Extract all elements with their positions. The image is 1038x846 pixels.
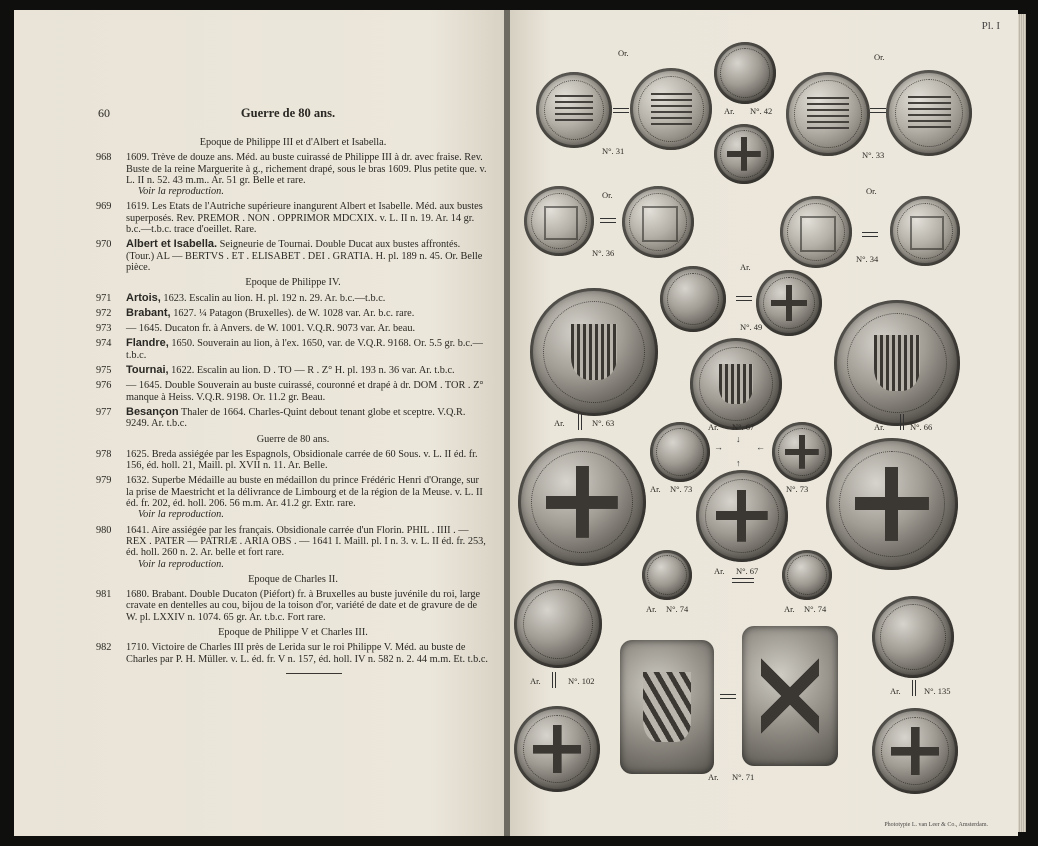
entry-number: 979 (96, 475, 112, 487)
entry-description: — 1645. Double Souverain au buste cuirassé, couronné et drapé à dr. DOM . TOR . Z° manque à Heiss. V.Q.R. 9198. Or. 11.2 gr. Beau. (126, 380, 484, 403)
label-number: N°. 63 (592, 418, 615, 428)
entry-description: 1710. Victoire de Charles III près de Lerida sur le roi Philippe V. Méd. au buste de Charles par P. H. Müller. v. L. éd. fr. V n. 157, éd. holl. IV n. 582 n. 2. 44 m.m. Et. t.b.c. (126, 642, 488, 665)
label-metal: Or. (602, 190, 613, 200)
arrow-left: ← (756, 442, 765, 452)
label-number: N°. 67 (732, 422, 755, 432)
section-heading: Epoque de Charles II. (248, 573, 338, 585)
pair-mark (912, 680, 916, 696)
equals-mark (720, 694, 736, 699)
label-metal: Ar. (530, 676, 541, 686)
coin-67-reverse (696, 470, 788, 562)
catalog-entry (98, 642, 488, 665)
coin-71-reverse (742, 626, 838, 766)
coin-63 (530, 288, 658, 416)
catalog-entry (98, 407, 488, 430)
pair-mark (900, 414, 904, 430)
entry-number: 970 (96, 239, 112, 251)
coin-73-left (650, 422, 710, 482)
coin-cross-bottom-left (514, 706, 600, 792)
label-number: N°. 49 (740, 322, 763, 332)
equals-mark (613, 108, 629, 113)
label-number: N°. 36 (592, 248, 615, 258)
label-metal: Ar. (650, 484, 661, 494)
arrow-up: ↑ (736, 458, 741, 468)
catalog-entry (98, 239, 488, 273)
entry-number: 981 (96, 589, 112, 601)
entry-note: Voir la reproduction. (138, 509, 224, 521)
section-heading: Epoque de Philippe IV. (245, 277, 341, 289)
entry-number: 982 (96, 642, 112, 654)
right-page-plate (510, 10, 1018, 836)
label-metal: Ar. (724, 106, 735, 116)
coin-36-obverse (524, 186, 594, 256)
label-number: N°. 42 (750, 106, 773, 116)
coin-73-right (772, 422, 832, 482)
entry-number: 973 (96, 323, 112, 335)
coin-large-cross-left (518, 438, 646, 566)
coin-74-left (642, 550, 692, 600)
label-metal: Ar. (554, 418, 565, 428)
entry-description: Seigneurie de Tournai. Double Ducat aux bustes affrontés. (Tour.) AL — BERTVS . ET . ELISABET . DEI . GRATIA. H. pl. 189 n. 45. Or. Belle pièce. (126, 239, 483, 273)
coin-31-reverse (630, 68, 712, 150)
entry-number: 980 (96, 524, 112, 536)
label-metal: Ar. (874, 422, 885, 432)
arrow-right: → (714, 442, 723, 452)
label-number: N°. 31 (602, 146, 625, 156)
label-metal: Ar. (708, 772, 719, 782)
equals-mark (870, 108, 886, 113)
entry-number: 971 (96, 292, 112, 304)
pair-mark (552, 672, 556, 688)
label-metal: Ar. (714, 566, 725, 576)
catalog-entry (98, 449, 488, 472)
coin-31-obverse (536, 72, 612, 148)
label-metal: Or. (866, 186, 877, 196)
entry-number: 978 (96, 448, 112, 460)
entry-number: 969 (96, 201, 112, 213)
catalog-text (98, 134, 488, 674)
label-number: N°. 34 (856, 254, 879, 264)
label-number: N°. 135 (924, 686, 951, 696)
entry-place: Besançon (126, 405, 179, 418)
catalog-entry (98, 201, 488, 235)
entry-number: 974 (96, 338, 112, 350)
running-title: Guerre de 80 ans. (240, 106, 336, 120)
coin-67-obverse (690, 338, 782, 430)
entry-description: 1632. Superbe Médaille au buste en médaillon du prince Frédéric Henri d'Orange, sur la prise de Maestricht et la délivrance de Limbourg et de la région de la Meuse. v. L. II éd. fr. 202, éd. holl. 206. 56 m.m. Ar. 41.2 gr. Extr. rare. (126, 475, 483, 510)
coin-42-obverse (714, 42, 776, 104)
coin-34-obverse (780, 196, 852, 268)
coin-36-reverse (622, 186, 694, 258)
entry-place: Flandre, (126, 337, 169, 350)
coin-42-reverse (714, 124, 774, 184)
end-rule (286, 673, 342, 674)
entry-description: 1622. Escalin au lion. D . TO — R . Z° H. pl. 193 n. 36 var. Ar. t.b.c. (168, 365, 455, 377)
coin-74-right (782, 550, 832, 600)
entry-description: 1619. Les Etats de l'Autriche supérieure inangurent Albert et Isabelle. Méd. aux bustes superposés. Rev. PREMOR . NON . OPPRIMOR MDCXIX. v. L. II n. 19. Ar. 14 gr. b.c.—t.b.c. trace d'oeillet. Rare. (126, 201, 483, 236)
section-heading: Epoque de Philippe V et Charles III. (218, 626, 368, 638)
label-number: N°. 73 (786, 484, 809, 494)
page-edges (1018, 14, 1026, 832)
label-metal: Or. (874, 52, 885, 62)
catalog-entry (98, 323, 488, 334)
entry-description: 1623. Escalin au lion. H. pl. 192 n. 29. Ar. b.c.—t.b.c. (160, 292, 386, 304)
entry-number: 977 (96, 406, 112, 418)
catalog-entry (98, 152, 488, 197)
entry-description: — 1645. Ducaton fr. à Anvers. de W. 1001. V.Q.R. 9073 var. Ar. beau. (126, 323, 416, 335)
section-heading: Guerre de 80 ans. (256, 433, 330, 445)
label-metal: Ar. (740, 262, 751, 272)
catalog-entry (98, 308, 488, 319)
section-heading: Epoque de Philippe III et d'Albert et Isabella. (199, 137, 387, 148)
equals-mark (732, 578, 754, 583)
entry-description: 1680. Brabant. Double Ducaton (Piéfort) fr. à Bruxelles au buste juvénile du roi, large cravate en dentelles au cou, bijou de la toison d'or, variété de date et de gravure de de W. pl. LXXIV n. 1074. 65 gr. Ar. t.b.c. Fort rare. (126, 589, 481, 623)
entry-place: Artois, (126, 291, 161, 304)
label-metal: Ar. (784, 604, 795, 614)
coin-66 (834, 300, 960, 426)
pair-mark (578, 414, 582, 430)
label-number: N°. 74 (804, 604, 827, 614)
entry-number: 976 (96, 380, 112, 392)
equals-mark (862, 232, 878, 237)
coin-49-obverse (660, 266, 726, 332)
label-number: N°. 71 (732, 772, 755, 782)
entry-description: Thaler de 1664. Charles-Quint debout tenant globe et sceptre. V.Q.R. 9249. Ar. t.b.c. (126, 406, 466, 430)
entry-description: 1609. Trève de douze ans. Méd. au buste cuirassé de Philippe III à dr. avec fraise. Rev. Buste de la reine Marguerite à g., richement drapé, sous le bras 1609. Plus petite que. v. L. II n. 52. 43 m.m.. Ar. 51 gr. Belle et rare. (126, 152, 487, 186)
equals-mark (736, 296, 752, 301)
label-number: N°. 74 (666, 604, 689, 614)
entry-number: 968 (96, 152, 112, 164)
entry-place: Brabant, (126, 306, 171, 319)
label-number: N°. 102 (568, 676, 595, 686)
catalog-entry (98, 380, 488, 403)
page-number: 60 (98, 106, 110, 120)
coin-71-obverse (620, 640, 714, 774)
coin-large-cross-right (826, 438, 958, 570)
entry-number: 975 (96, 365, 112, 377)
entry-description: 1641. Aire assiégée par les français. Obsidionale carrée d'un Florin. PHIL . IIII . — REX . PATER — PATRIÆ . ARIA OBS . — 1641 I. Maill. pl. I n. 3. v. L. II éd. fr. 253, éd. holl. 260 n. 2. Ar. belle et fort rare. (126, 524, 486, 559)
label-metal: Ar. (646, 604, 657, 614)
entry-note: Voir la reproduction. (138, 186, 224, 198)
photo-credit: Phototypie L. van Leer & Co., Amsterdam. (884, 822, 988, 828)
coin-33-reverse (886, 70, 972, 156)
label-metal: Or. (618, 48, 629, 58)
coin-102 (514, 580, 602, 668)
entry-note: Voir la reproduction. (138, 558, 224, 570)
entry-description: 1650. Souverain au lion, à l'ex. 1650, var. de V.Q.R. 9168. Or. 5.5 gr. b.c.—t.b.c. (126, 338, 483, 361)
label-metal: Ar. (708, 422, 719, 432)
coin-135 (872, 596, 954, 678)
label-metal: Ar. (890, 686, 901, 696)
entry-description: 1627. ¼ Patagon (Bruxelles). de W. 1028 var. Ar. b.c. rare. (170, 307, 415, 319)
catalog-entry (98, 338, 488, 361)
page-header (98, 106, 478, 122)
label-number: N°. 67 (736, 566, 759, 576)
label-number: N°. 66 (910, 422, 933, 432)
coin-cross-bottom-right (872, 708, 958, 794)
arrow-down: ↓ (736, 434, 741, 444)
book-spread (14, 10, 1026, 836)
coin-49-reverse (756, 270, 822, 336)
entry-description: 1625. Breda assiégée par les Espagnols, Obsidionale carrée de 60 Sous. v. L. II éd. fr. 156, éd. holl. 21, Maill. pl. XVII n. 11. Ar. Belle. (126, 448, 478, 472)
catalog-entry (98, 293, 488, 304)
coin-34-reverse (890, 196, 960, 266)
entry-place: Tournai, (126, 364, 169, 377)
entry-number: 972 (96, 307, 112, 319)
equals-mark (600, 218, 616, 223)
coin-33-obverse (786, 72, 870, 156)
catalog-entry (98, 589, 488, 623)
catalog-entry (98, 365, 488, 376)
catalog-entry (98, 525, 488, 570)
catalog-entry (98, 475, 488, 520)
entry-place: Albert et Isabella. (126, 238, 218, 251)
label-number: N°. 33 (862, 150, 885, 160)
left-page (14, 10, 504, 836)
label-number: N°. 73 (670, 484, 693, 494)
plate-label: Pl. I (981, 20, 1000, 32)
